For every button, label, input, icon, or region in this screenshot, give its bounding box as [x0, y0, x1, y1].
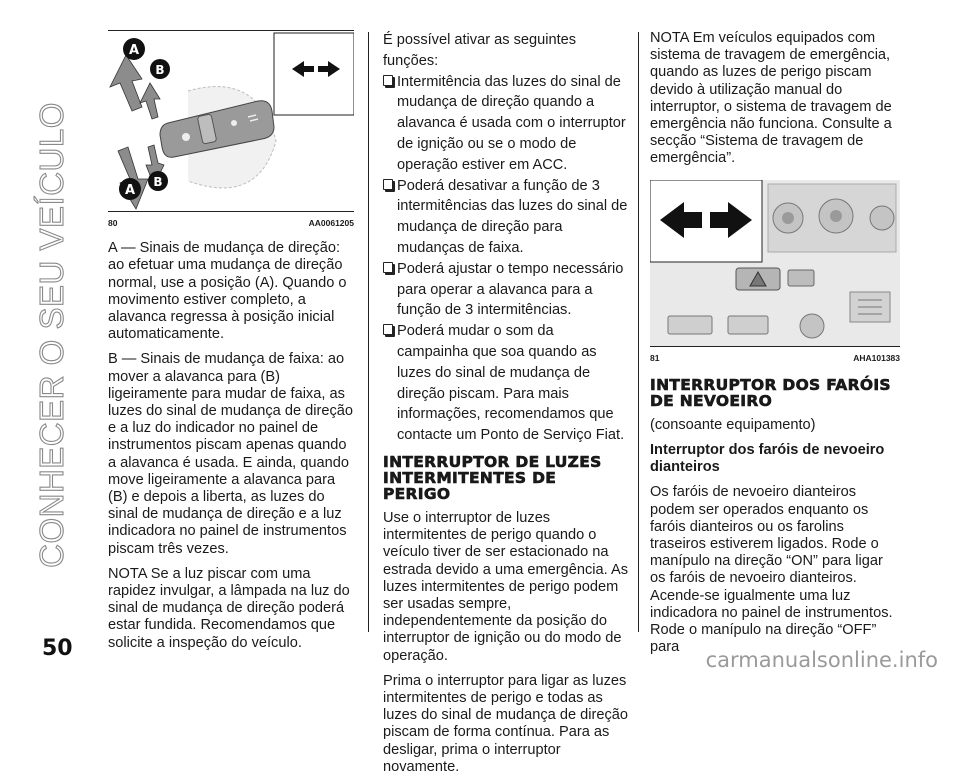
function-item: Intermitência das luzes do sinal de mudança de direção quando a alavanca é usada com o interruptor de ignição ou se o modo de operação estiver em ACC. [383, 72, 628, 176]
emergency-brake-note: NOTA Em veículos equipados com sistema de travagem de emergência, quando as luzes de perigo piscam devido à utilização manual do interruptor, o sistema de travagem de emergência não funciona. Consulte a secção “Sistema de travagem de emergência”. [650, 30, 892, 167]
figure-81-caption [650, 350, 900, 367]
section-side-title: CONHECER O SEU VEÍCULO [33, 102, 70, 568]
functions-intro: É possível ativar as seguintes funções: [383, 32, 577, 69]
function-item: Poderá desativar a função de 3 intermitências das luzes do sinal de mudança de direção para mudanças de faixa. [383, 176, 628, 259]
arrow-b-up-icon [140, 83, 160, 119]
figure-81 [650, 180, 900, 347]
arrow-a-down-icon [118, 147, 148, 209]
fog-light-paragraph: Os faróis de nevoeiro dianteiros podem ser operados enquanto os faróis dianteiros ou os farolins traseiros estiverem ligados. Rode o manípulo na direção “ON” para ligar os faróis de nevoeiro dianteiros. Acende-se igualmente uma luz indicadora no painel de instrumentos. Rode o manípulo na direção “OFF” para [650, 484, 893, 656]
page-number: 50 [42, 636, 73, 661]
watermark: carmanualsonline.info [705, 648, 938, 672]
front-fog-subheading: Interruptor dos faróis de nevoeiro dianteiros [650, 442, 885, 476]
fog-light-heading: INTERRUPTOR DOS FARÓIS DE NEVOEIRO [650, 375, 891, 410]
hazard-paragraph-1: Use o interruptor de luzes intermitentes de perigo quando o veículo tiver de ser estacionado na estrada devido a uma emergência. As luzes intermitentes de perigo podem ser usadas sempre, independentemente da posição do interruptor de ignição ou do modo de operação. [383, 509, 628, 664]
figure-code: AA0061205 [308, 218, 354, 228]
hazard-switch-heading: INTERRUPTOR DE LUZES INTERMITENTES DE PERIGO [383, 452, 602, 503]
column-2 [383, 30, 628, 784]
label-b-top: B [155, 63, 165, 77]
equipment-note: (consoante equipamento) [650, 416, 816, 433]
function-item: Poderá ajustar o tempo necessário para operar a alavanca para a função de 3 intermitências. [383, 259, 628, 321]
turn-signal-lever-illustration [108, 31, 354, 211]
figure-code: AHA101383 [853, 352, 900, 363]
paragraph-b: B — Sinais de mudança de faixa: ao mover a alavanca para (B) ligeiramente para mudar de faixa, as luzes do sinal de mudança de direção e a luz do indicador no painel de instrumentos piscam apenas quando a alavanca é usada. E ainda, quando move ligeiramente a alavanca para (B) e depois a liberta, as luzes do sinal de mudança de direção e a luz indicadora no painel de instrumentos piscam três vezes. [108, 351, 354, 557]
column-1 [108, 30, 354, 660]
note-paragraph: NOTA Se a luz piscar com uma rapidez invulgar, a lâmpada na luz do sinal de mudança de direção poderá estar fundida. Recomendamos que solicite a inspeção do veículo. [108, 565, 350, 651]
arrow-a-up-icon [110, 55, 142, 111]
function-item: Poderá mudar o som da campainha que soa quando as luzes do sinal de mudança de direção piscam. Para mais informações, recomendamos que contacte um Ponto de Serviço Fiat. [383, 321, 628, 446]
column-divider-1 [368, 32, 369, 632]
column-divider-2 [638, 32, 639, 632]
column-3 [650, 30, 900, 664]
figure-80-caption [108, 215, 354, 232]
label-a-bottom: A [124, 183, 136, 198]
figure-number: 80 [108, 218, 118, 228]
label-a-top: A [128, 43, 140, 58]
figure-80 [108, 30, 354, 212]
paragraph-a: A — Sinais de mudança de direção: ao efetuar uma mudança de direção normal, use a posição (A). Quando o movimento estiver completo, a alavanca regressa à posição inicial automaticamente. [108, 240, 347, 343]
hazard-paragraph-2: Prima o interruptor para ligar as luzes intermitentes de perigo e todas as luzes do sinal de mudança de direção piscam de forma contínua. Para as desligar, prima o interruptor novamente. [383, 672, 629, 775]
label-b-bottom: B [153, 175, 163, 189]
hazard-switch-photo [650, 180, 900, 346]
figure-number: 81 [650, 352, 660, 363]
